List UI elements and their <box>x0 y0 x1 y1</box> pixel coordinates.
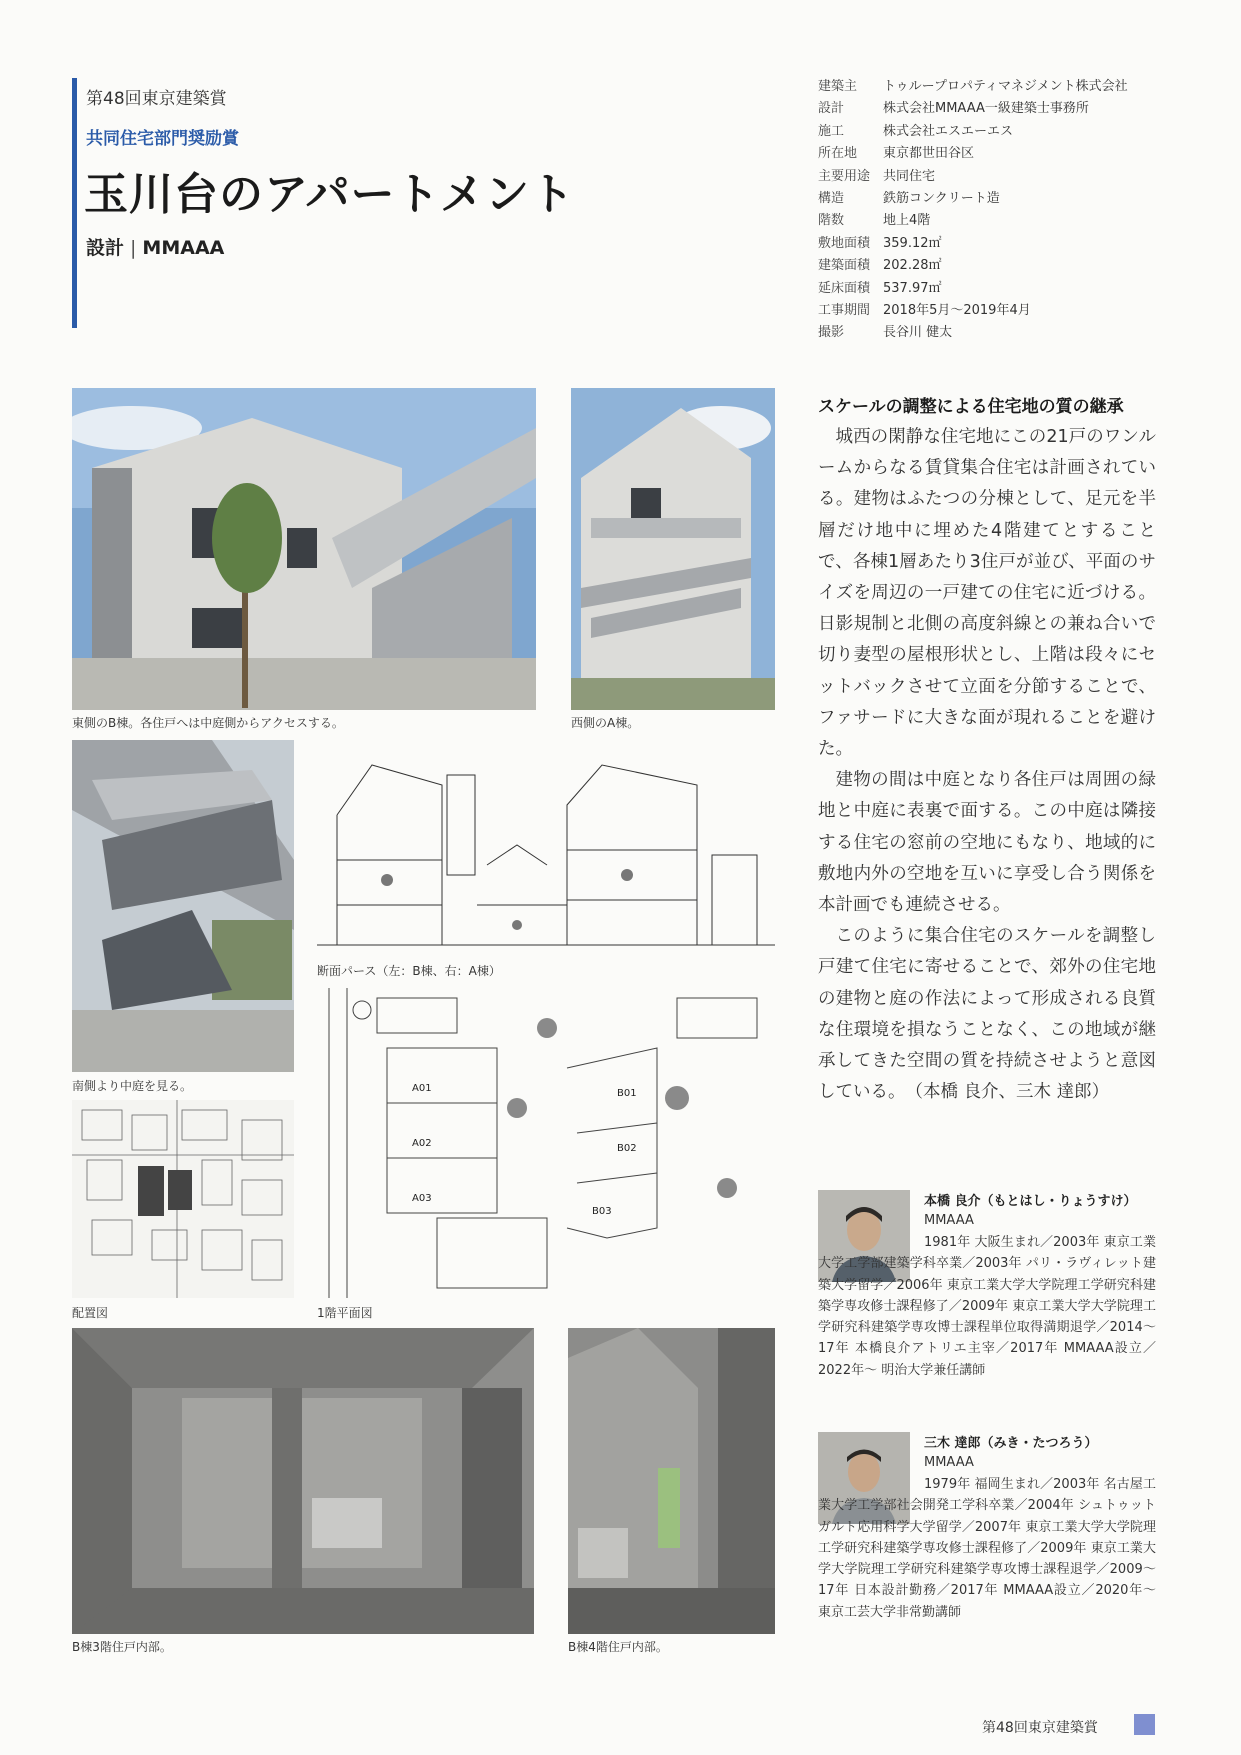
spec-key: 設計 <box>818 101 845 117</box>
spec-value: 共同住宅 <box>883 168 936 184</box>
spec-key: 敷地面積 <box>818 235 871 251</box>
plan-label-a01: A01 <box>412 1083 432 1094</box>
spec-key: 撮影 <box>818 325 845 341</box>
spec-key: 所在地 <box>818 146 858 162</box>
section-perspective-image <box>317 755 775 955</box>
spec-row <box>818 233 1128 255</box>
caption-interior-b4: B棟4階住戸内部。 <box>568 1640 668 1654</box>
footer-square-marker <box>1134 1714 1155 1735</box>
ground-floor-plan-drawing <box>317 988 775 1298</box>
plan-label-b02: B02 <box>617 1143 637 1154</box>
essay-paragraph: 城西の閑静な住宅地にこの21戸のワンルームからなる賃貸集合住宅は計画されている。建物はふたつの分棟として、足元を半層だけ地中に埋めた4階建てとすることで、各棟1層あたり3住戸が並び、平面のサイズを周辺の一戸建ての住宅に近づける。日影規制と北側の高度斜線との兼ね合いで切り妻型の屋根形状とし、上階は段々にセットバックさせて立面を分節することで、ファサードに大きな面が現れることを避けた。 <box>818 427 1156 760</box>
interior-photo-b4 <box>568 1328 775 1634</box>
spec-row <box>818 143 1128 165</box>
spec-row <box>818 166 1128 188</box>
project-specs <box>818 76 1128 345</box>
interior-photo-b3 <box>72 1328 534 1634</box>
interior-photo-b3-image <box>72 1328 534 1634</box>
spec-value: 2018年5月～2019年4月 <box>883 303 1031 319</box>
site-plan-drawing <box>72 1100 294 1298</box>
caption-courtyard: 南側より中庭を見る。 <box>72 1079 193 1093</box>
award-category: 共同住宅部門奨励賞 <box>86 129 239 149</box>
profile-bio: 1981年 大阪生まれ／2003年 東京工業大学工学部建築学科卒業／2003年 パリ・ラヴィレット建築大学留学／2006年 東京工業大学大学院理工学研究科建築学専攻修士課程修了／2009年 東京工業大学大学院理工学研究科建築学専攻博士課程単位取得満期退学／2014～17年 本橋良介アトリエ主宰／2017年 MMAAA設立／2022年～ 明治大学兼任講師 <box>818 1235 1156 1378</box>
spec-key: 階数 <box>818 213 845 229</box>
spec-value: 359.12㎡ <box>883 235 942 251</box>
profile-name: 三木 達郎（みき・たつろう） <box>924 1436 1098 1451</box>
caption-floor-plan: 1階平面図 <box>317 1306 373 1320</box>
award-name: 第48回東京建築賞 <box>86 89 227 109</box>
spec-key: 主要用途 <box>818 168 871 184</box>
caption-interior-b3: B棟3階住戸内部。 <box>72 1640 172 1654</box>
ground-floor-plan-image <box>317 988 775 1298</box>
caption-photo-west: 西側のA棟。 <box>571 716 640 730</box>
essay-body <box>818 422 1156 1108</box>
title-accent-bar <box>72 78 77 328</box>
spec-value: 東京都世田谷区 <box>883 146 975 162</box>
spec-value: 鉄筋コンクリート造 <box>883 191 1000 207</box>
spec-key: 建築主 <box>818 79 858 94</box>
exterior-photo-west-image <box>571 388 775 710</box>
spec-value: トゥループロパティマネジメント株式会社 <box>883 79 1128 94</box>
plan-label-b01: B01 <box>617 1088 637 1099</box>
spec-row <box>818 300 1128 322</box>
design-value: MMAAA <box>142 237 225 259</box>
spec-row <box>818 322 1128 344</box>
page-title: 玉川台のアパートメント <box>84 169 576 220</box>
exterior-photo-east-image <box>72 388 536 710</box>
exterior-photo-west <box>571 388 775 710</box>
profile-bio: 1979年 福岡生まれ／2003年 名古屋工業大学工学部社会開発工学科卒業／2004年 シュトゥットガルト応用科学大学留学／2007年 東京工業大学大学院理工学研究科建築学専攻修士課程修了／2009年 東京工業大学大学院理工学研究科建築学専攻博士課程退学／2009～17年 日本設計勤務／2017年 MMAAA設立／2020年～ 東京工芸大学非常勤講師 <box>818 1477 1156 1620</box>
essay-paragraph: 建物の間は中庭となり各住戸は周囲の緑地と中庭に表裏で面する。この中庭は隣接する住宅の窓前の空地にもなり、地域的に敷地内外の空地を互いに享受し合う関係を本計画でも連続させる。 <box>818 770 1156 916</box>
exterior-photo-east <box>72 388 536 710</box>
site-plan-image <box>72 1100 294 1298</box>
spec-value: 地上4階 <box>883 213 931 229</box>
spec-value: 537.97㎡ <box>883 280 942 296</box>
spec-value: 株式会社MMAAA一級建築士事務所 <box>883 101 1089 117</box>
caption-photo-east: 東側のB棟。各住戸へは中庭側からアクセスする。 <box>72 716 344 730</box>
spec-row <box>818 210 1128 232</box>
profile-firm: MMAAA <box>924 1455 974 1470</box>
spec-row <box>818 255 1128 277</box>
caption-site-plan: 配置図 <box>72 1306 109 1320</box>
footer-award: 第48回東京建築賞 <box>982 1720 1098 1736</box>
courtyard-photo-image <box>72 740 294 1072</box>
spec-row <box>818 98 1128 120</box>
spec-row <box>818 188 1128 210</box>
interior-photo-b4-image <box>568 1328 775 1634</box>
spec-key: 建築面積 <box>818 258 871 274</box>
caption-section: 断面パース（左：B棟、右：A棟） <box>317 964 501 978</box>
essay-paragraph <box>818 921 1156 1108</box>
essay-heading: スケールの調整による住宅地の質の継承 <box>818 397 1124 417</box>
spec-row <box>818 278 1128 300</box>
spec-key: 工事期間 <box>818 303 871 319</box>
spec-key: 延床面積 <box>818 280 871 296</box>
spec-key: 施工 <box>818 123 845 139</box>
spec-value: 202.28㎡ <box>883 258 942 274</box>
design-separator: | <box>130 237 137 259</box>
profile-firm: MMAAA <box>924 1213 974 1228</box>
spec-row <box>818 76 1128 98</box>
plan-label-a02: A02 <box>412 1138 432 1149</box>
spec-key: 構造 <box>818 191 845 207</box>
design-credit <box>86 233 224 260</box>
spec-value: 株式会社エスエーエス <box>883 123 1014 139</box>
profile-name: 本橋 良介（もとはし・りょうすけ） <box>924 1194 1137 1209</box>
design-label: 設計 <box>86 237 125 259</box>
spec-row <box>818 121 1128 143</box>
plan-label-a03: A03 <box>412 1193 432 1204</box>
section-perspective-drawing <box>317 755 775 955</box>
plan-label-b03: B03 <box>592 1206 612 1217</box>
essay-paragraph-text: このように集合住宅のスケールを調整し戸建て住宅に寄せることで、郊外の住宅地の建物と庭の作法によって形成される良質な住環境を損なうことなく、この地域が継承してきた空間の質を持続させようと意図している。 <box>818 926 1156 1103</box>
spec-value: 長谷川 健太 <box>883 325 953 341</box>
essay-signature: （本橋 良介、三木 達郎） <box>914 1082 1110 1103</box>
courtyard-photo <box>72 740 294 1072</box>
